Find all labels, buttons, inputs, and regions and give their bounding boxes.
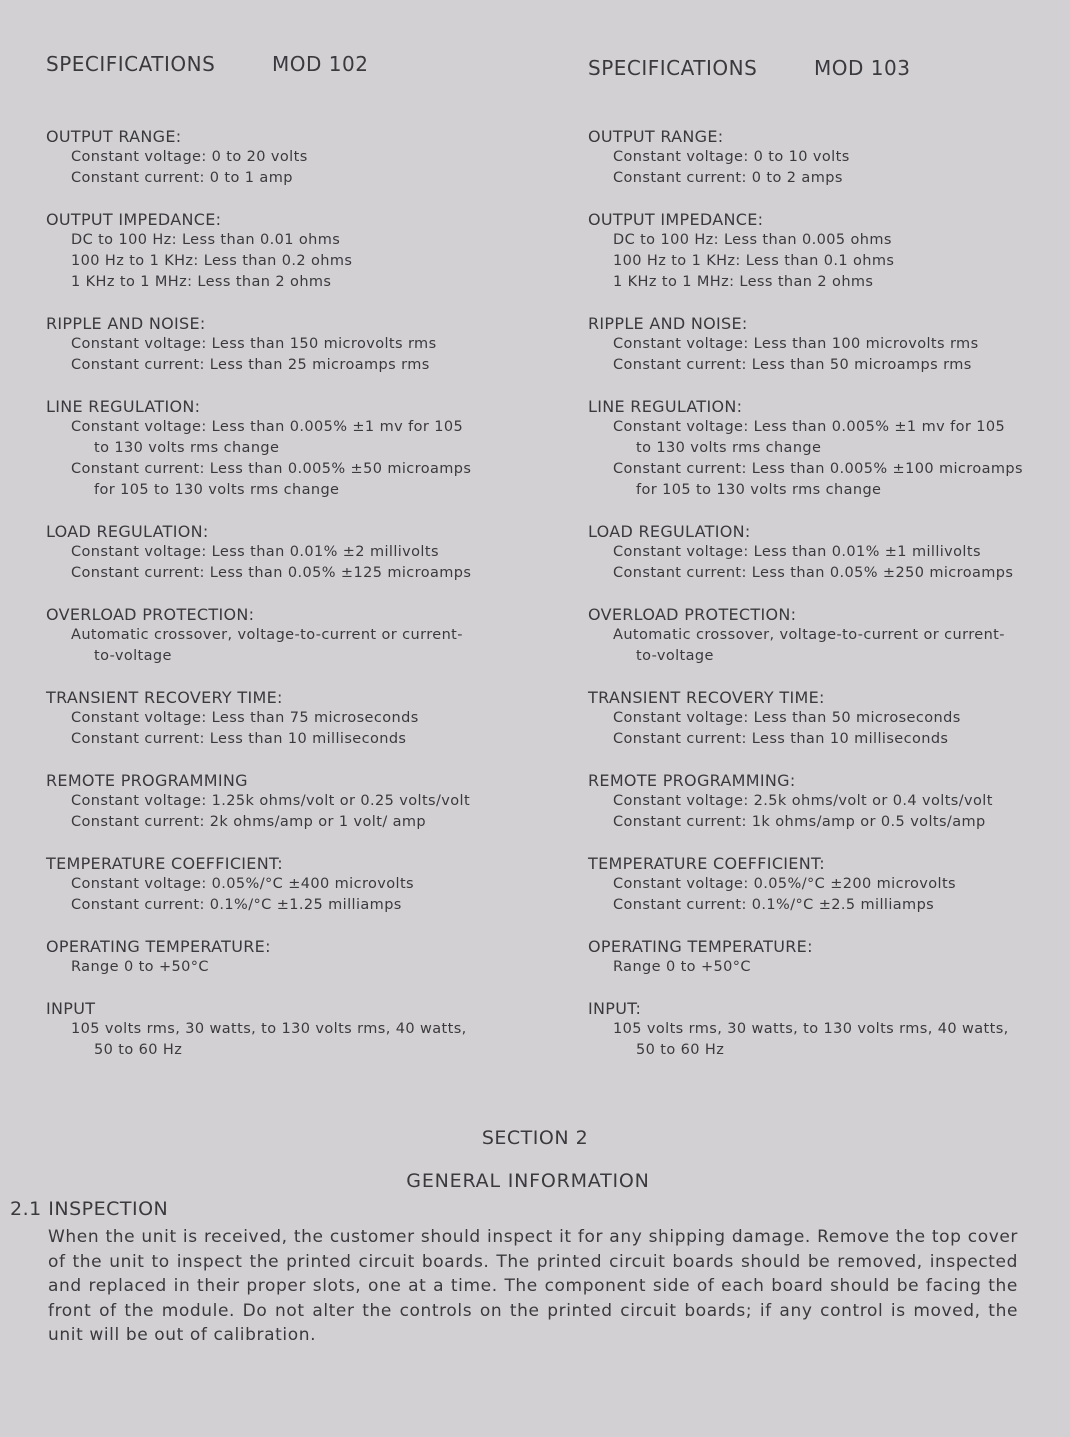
spec-line: Constant current: Less than 0.005% ±100 microamps [613,461,1023,477]
mod103-model: MOD 103 [814,56,911,80]
spec-line: Constant voltage: 0 to 10 volts [613,149,850,165]
spec-section [588,998,1058,1061]
spec-line: Constant current: 2k ohms/amp or 1 volt/ amp [71,814,427,830]
spec-heading: LOAD REGULATION: [588,522,751,541]
spec-section [46,687,546,750]
spec-line: to 130 volts rms change [94,440,280,456]
spec-line: Constant voltage: 0 to 20 volts [71,149,308,165]
spec-line: Constant voltage: Less than 0.005% ±1 mv for 105 [71,419,464,435]
spec-section [46,396,546,501]
mod102-spec-list [46,126,546,1081]
spec-heading: RIPPLE AND NOISE: [46,314,206,333]
inspection-heading: 2.1 INSPECTION [10,1198,169,1220]
spec-line: Constant current: Less than 0.005% ±50 microamps [71,461,472,477]
spec-section [588,209,1058,293]
spec-heading: OUTPUT IMPEDANCE: [588,210,764,229]
spec-line: 100 Hz to 1 KHz: Less than 0.2 ohms [71,253,353,269]
mod102-header [46,52,369,76]
spec-line: Constant voltage: Less than 50 microseconds [613,710,961,726]
spec-line: Constant current: Less than 10 milliseconds [613,731,949,747]
spec-heading: OUTPUT RANGE: [46,127,182,146]
mod103-header [588,56,911,80]
spec-section [46,853,546,916]
spec-line: Constant voltage: 2.5k ohms/volt or 0.4 volts/volt [613,793,993,809]
spec-line: Automatic crossover, voltage-to-current or current- [71,627,463,643]
spec-line: DC to 100 Hz: Less than 0.005 ohms [613,232,892,248]
spec-section [46,770,546,833]
inspection-paragraph: When the unit is received, the customer should inspect it for any shipping damage. Remove the top cover of the unit to inspect the printed circuit boards. The printed circuit boards should be removed, inspected and replaced in their proper slots, one at a time. The component side of each board should be facing the front of the module. Do not alter the controls on the printed circuit boards; if any control is moved, the unit will be out of calibration. [48,1227,1018,1345]
spec-line: 100 Hz to 1 KHz: Less than 0.1 ohms [613,253,895,269]
mod103-title: SPECIFICATIONS [588,56,758,80]
spec-heading: INPUT: [588,999,642,1018]
spec-line: 105 volts rms, 30 watts, to 130 volts rms, 40 watts, [613,1021,1009,1037]
spec-section [588,126,1058,189]
spec-section [588,521,1058,584]
spec-heading: REMOTE PROGRAMMING: [588,771,796,790]
spec-section [46,126,546,189]
spec-heading: REMOTE PROGRAMMING [46,771,248,790]
spec-section [588,853,1058,916]
spec-heading: INPUT [46,999,96,1018]
spec-heading: TEMPERATURE COEFFICIENT: [588,854,825,873]
spec-section [46,313,546,376]
spec-section [46,936,546,978]
spec-line: for 105 to 130 volts rms change [636,482,882,498]
mod102-model: MOD 102 [272,52,369,76]
spec-heading: OUTPUT RANGE: [588,127,724,146]
spec-line: Constant voltage: Less than 100 microvolts rms [613,336,979,352]
spec-line: Constant voltage: 0.05%/°C ±400 microvolts [71,876,414,892]
spec-heading: TRANSIENT RECOVERY TIME: [588,688,825,707]
spec-line: Constant voltage: 0.05%/°C ±200 microvolts [613,876,956,892]
spec-heading: OUTPUT IMPEDANCE: [46,210,222,229]
mod103-spec-list [588,126,1058,1081]
spec-line: Constant voltage: Less than 0.01% ±2 millivolts [71,544,439,560]
spec-line: Constant voltage: Less than 0.005% ±1 mv for 105 [613,419,1006,435]
spec-section [588,687,1058,750]
spec-line: Constant current: 0 to 2 amps [613,170,843,186]
spec-heading: OPERATING TEMPERATURE: [588,937,813,956]
spec-line: 50 to 60 Hz [636,1042,725,1058]
spec-heading: OVERLOAD PROTECTION: [588,605,797,624]
spec-heading: LINE REGULATION: [588,397,743,416]
spec-section [588,770,1058,833]
spec-line: Constant current: Less than 50 microamps rms [613,357,972,373]
spec-heading: OPERATING TEMPERATURE: [46,937,271,956]
spec-line: Constant voltage: Less than 75 microseconds [71,710,419,726]
spec-line: to-voltage [94,648,172,664]
spec-line: Constant current: Less than 10 milliseconds [71,731,407,747]
spec-line: for 105 to 130 volts rms change [94,482,340,498]
spec-section [588,604,1058,667]
spec-section [588,396,1058,501]
section-number: SECTION 2 [481,1127,589,1149]
spec-line: Constant current: 0.1%/°C ±1.25 milliamps [71,897,402,913]
spec-line: Constant current: Less than 25 microamps rms [71,357,430,373]
spec-line: 105 volts rms, 30 watts, to 130 volts rms, 40 watts, [71,1021,467,1037]
spec-line: 1 KHz to 1 MHz: Less than 2 ohms [71,274,332,290]
spec-heading: TEMPERATURE COEFFICIENT: [46,854,283,873]
spec-section [46,209,546,293]
spec-line: Constant current: 0 to 1 amp [71,170,293,186]
spec-heading: TRANSIENT RECOVERY TIME: [46,688,283,707]
mod102-title: SPECIFICATIONS [46,52,216,76]
spec-line: Automatic crossover, voltage-to-current or current- [613,627,1005,643]
spec-line: Constant current: Less than 0.05% ±250 microamps [613,565,1014,581]
spec-heading: LINE REGULATION: [46,397,201,416]
spec-line: Constant current: Less than 0.05% ±125 microamps [71,565,472,581]
spec-line: Range 0 to +50°C [71,959,209,975]
spec-heading: RIPPLE AND NOISE: [588,314,748,333]
section-title: GENERAL INFORMATION [406,1170,650,1192]
spec-section [46,521,546,584]
spec-section [46,604,546,667]
spec-line: to 130 volts rms change [636,440,822,456]
spec-line: 1 KHz to 1 MHz: Less than 2 ohms [613,274,874,290]
spec-section [588,936,1058,978]
spec-line: Constant voltage: 1.25k ohms/volt or 0.25 volts/volt [71,793,471,809]
spec-line: DC to 100 Hz: Less than 0.01 ohms [71,232,341,248]
spec-line: Constant voltage: Less than 150 microvolts rms [71,336,437,352]
spec-line: Constant voltage: Less than 0.01% ±1 millivolts [613,544,981,560]
spec-line: to-voltage [636,648,714,664]
spec-section [46,998,546,1061]
spec-line: 50 to 60 Hz [94,1042,183,1058]
spec-line: Range 0 to +50°C [613,959,751,975]
spec-line: Constant current: 1k ohms/amp or 0.5 volts/amp [613,814,986,830]
spec-heading: OVERLOAD PROTECTION: [46,605,255,624]
spec-heading: LOAD REGULATION: [46,522,209,541]
spec-section [588,313,1058,376]
spec-line: Constant current: 0.1%/°C ±2.5 milliamps [613,897,935,913]
